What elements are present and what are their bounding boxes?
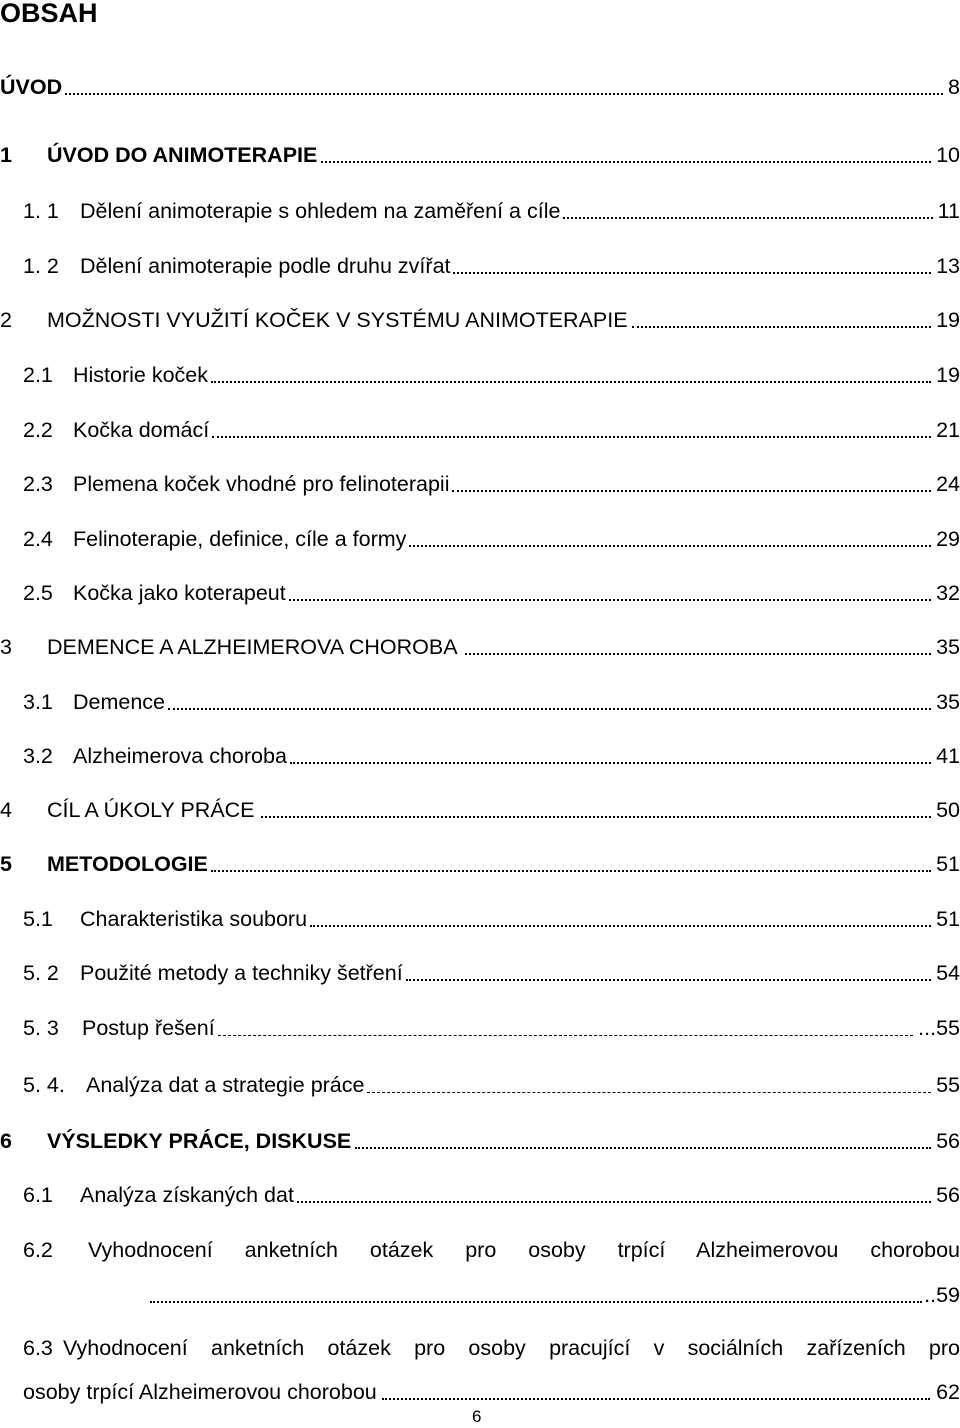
dot-leader — [563, 217, 932, 219]
toc-entry-title: Kočka jako koterapeut — [73, 581, 286, 605]
toc-entry-page: 19 — [936, 308, 960, 332]
toc-entry-title: Demence — [73, 690, 166, 714]
toc-entry-number: 6.3 — [23, 1336, 53, 1360]
toc-entry-page: 13 — [936, 254, 960, 278]
toc-entry-number: 3.2 — [23, 744, 53, 768]
toc-entry[interactable] — [0, 795, 960, 825]
toc-entry-page: ..59 — [924, 1283, 960, 1307]
dot-leader — [211, 870, 931, 872]
toc-entry-title: METODOLOGIE — [47, 852, 208, 876]
toc-entry-title: Vyhodnocení anketních otázek pro osoby trpící Alzheimerovou chorobou — [88, 1238, 960, 1262]
dot-leader — [310, 925, 931, 927]
toc-entry-page: ...55 — [918, 1016, 960, 1040]
toc-entry-page: 41 — [936, 744, 960, 768]
toc-entry-title: Alzheimerova choroba — [73, 744, 287, 768]
toc-entry-title: DEMENCE A ALZHEIMEROVA CHOROBA — [47, 635, 458, 659]
toc-entry-number: 6.1 — [23, 1183, 53, 1207]
toc-entry[interactable] — [0, 196, 960, 226]
toc-entry-number: 6.2 — [23, 1238, 53, 1262]
toc-entry-page: 11 — [937, 199, 960, 223]
toc-entry-title: Plemena koček vhodné pro felinoterapii — [73, 472, 450, 496]
dot-leader — [150, 1301, 922, 1303]
toc-entry[interactable] — [0, 741, 960, 771]
toc-entry-title: Vyhodnocení anketních otázek pro osoby pracující v sociálních zařízeních pro — [63, 1336, 960, 1360]
toc-entry-number: 2.2 — [23, 418, 53, 442]
toc-entry-number: 1 — [0, 143, 12, 167]
toc-entry-page: 24 — [936, 472, 960, 496]
toc-entry-page: 35 — [936, 690, 960, 714]
toc-entry[interactable] — [0, 251, 960, 281]
toc-entry-page: 32 — [936, 581, 960, 605]
dot-leader — [453, 272, 931, 274]
dot-leader — [65, 93, 943, 95]
toc-entry-number: 5 — [0, 852, 12, 876]
toc-entry-number: 2.4 — [23, 527, 53, 551]
toc-entry[interactable] — [0, 1126, 960, 1156]
toc-entry-number: 1. 1 — [23, 199, 59, 223]
toc-entry[interactable] — [0, 469, 960, 499]
toc-entry-page: 29 — [936, 527, 960, 551]
toc-entry-page: 56 — [936, 1129, 960, 1153]
toc-entry-page: 51 — [936, 852, 960, 876]
dot-leader — [406, 979, 931, 981]
toc-entry-page: 8 — [948, 75, 960, 99]
toc-entry-number: 5.1 — [23, 907, 53, 931]
toc-entry-title: Analýza dat a strategie práce — [86, 1073, 365, 1097]
toc-entry-page: 19 — [936, 363, 960, 387]
dot-leader — [452, 490, 931, 492]
toc-entry-continuation — [0, 1377, 960, 1407]
toc-entry[interactable] — [0, 1235, 960, 1307]
toc-entry[interactable] — [0, 524, 960, 554]
toc-entry-title-line2: osoby trpící Alzheimerovou chorobou — [23, 1380, 377, 1404]
dot-leader — [632, 326, 931, 328]
toc-entry-page: 54 — [936, 961, 960, 985]
toc-entry[interactable] — [0, 360, 960, 390]
toc-entry[interactable] — [0, 1070, 960, 1100]
toc-entry-title: Analýza získaných dat — [80, 1183, 294, 1207]
toc-entry-page: 10 — [936, 143, 960, 167]
toc-entry-number: 6 — [0, 1129, 12, 1153]
toc-entry-title: ÚVOD DO ANIMOTERAPIE — [47, 143, 318, 167]
dot-leader — [465, 653, 931, 655]
dot-leader — [367, 1092, 931, 1093]
dot-leader — [212, 436, 931, 438]
dot-leader — [290, 762, 931, 764]
toc-entry-title: MOŽNOSTI VYUŽITÍ KOČEK V SYSTÉMU ANIMOTERAPIE — [47, 308, 628, 332]
dot-leader — [168, 708, 931, 710]
toc-entry-title: Felinoterapie, definice, cíle a formy — [73, 527, 407, 551]
page-title: OBSAH — [0, 0, 98, 28]
toc-entry-page: 51 — [936, 907, 960, 931]
toc-entry-title: ÚVOD — [0, 75, 63, 99]
toc-entry-title: Kočka domácí — [73, 418, 210, 442]
toc-entry-number: 1. 2 — [23, 254, 59, 278]
toc-entry[interactable] — [0, 578, 960, 608]
dot-leader — [382, 1398, 930, 1400]
toc-entry[interactable] — [0, 958, 960, 988]
dot-leader — [355, 1147, 931, 1149]
toc-entry[interactable] — [0, 140, 960, 170]
toc-entry[interactable] — [0, 1333, 960, 1404]
toc-entry-number: 3.1 — [23, 690, 53, 714]
dot-leader — [211, 381, 931, 383]
page-number: 6 — [472, 1407, 482, 1426]
toc-entry-page: 35 — [936, 635, 960, 659]
toc-entry-title: Charakteristika souboru — [80, 907, 308, 931]
dot-leader — [297, 1201, 931, 1203]
dot-leader — [409, 545, 931, 547]
toc-entry-page: 62 — [936, 1380, 960, 1404]
toc-entry-title: Dělení animoterapie s ohledem na zaměření a cíle — [80, 199, 561, 223]
toc-entry-title: Dělení animoterapie podle druhu zvířat — [80, 254, 451, 278]
toc-entry-continuation — [0, 1280, 960, 1310]
toc-entry[interactable] — [0, 904, 960, 934]
toc-entry-number: 2.5 — [23, 581, 53, 605]
toc-entry-page: 55 — [936, 1073, 960, 1097]
toc-entry-title: Postup řešení — [82, 1016, 215, 1040]
toc-entry-number: 5. 2 — [23, 961, 59, 985]
dot-leader — [218, 1035, 914, 1036]
toc-entry-page: 50 — [936, 798, 960, 822]
toc-entry-title: Historie koček — [73, 363, 209, 387]
toc-entry-title: VÝSLEDKY PRÁCE, DISKUSE — [47, 1129, 352, 1153]
toc-entry[interactable] — [0, 1180, 960, 1210]
toc-entry[interactable] — [0, 1013, 960, 1043]
toc-entry-number: 2.1 — [23, 363, 53, 387]
toc-entry[interactable] — [0, 632, 960, 662]
toc-entry-number: 3 — [0, 635, 12, 659]
toc-entry[interactable] — [0, 305, 960, 335]
toc-entry-title: CÍL A ÚKOLY PRÁCE — [47, 798, 255, 822]
toc-entry-number: 5. 4. — [23, 1073, 65, 1097]
toc-entry-page: 21 — [936, 418, 960, 442]
toc-entry-number: 2.3 — [23, 472, 53, 496]
toc-entry-number: 5. 3 — [23, 1016, 59, 1040]
toc-entry-number: 2 — [0, 308, 12, 332]
toc-entry[interactable] — [0, 687, 960, 717]
toc-entry-number: 4 — [0, 798, 12, 822]
toc-entry[interactable] — [0, 72, 960, 102]
dot-leader — [289, 599, 931, 601]
toc-entry[interactable] — [0, 849, 960, 879]
toc-entry[interactable] — [0, 415, 960, 445]
dot-leader — [321, 161, 931, 163]
toc-entry-title: Použité metody a techniky šetření — [80, 961, 403, 985]
toc-entry-page: 56 — [936, 1183, 960, 1207]
dot-leader — [261, 816, 931, 818]
